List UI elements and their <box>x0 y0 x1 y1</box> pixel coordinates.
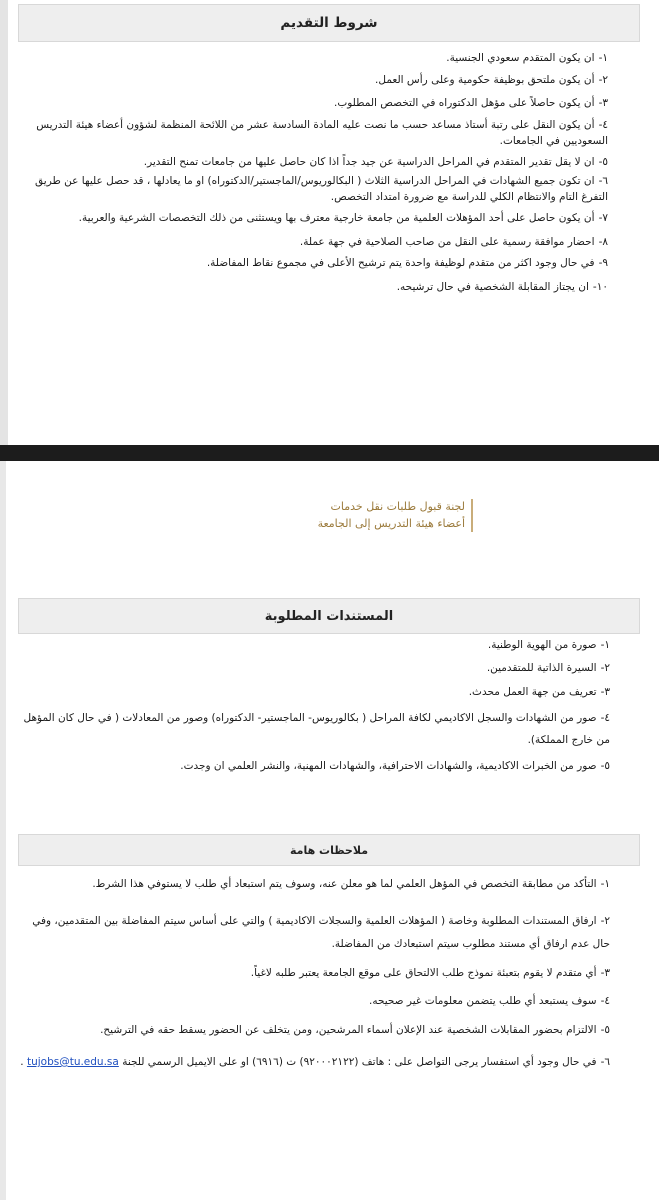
documents-heading: المستندات المطلوبة <box>264 608 394 624</box>
list-item: ٥-الالتزام بحضور المقابلات الشخصية عند الإعلان أسماء المرشحين، ومن يتخلف عن الحضور يسقط حقه في الترشيح. <box>100 1023 610 1036</box>
list-item: ٤-سوف يستبعد أي طلب يتضمن معلومات غير صحيحه. <box>368 994 610 1007</box>
list-item: ٣-تعريف من جهة العمل محدث. <box>468 685 610 698</box>
page-two <box>0 461 659 1200</box>
page-one <box>0 0 659 445</box>
list-item: ١٠-ان يجتاز المقابلة الشخصية في حال ترشيحه. <box>396 280 608 293</box>
list-item: ٢-السيرة الذاتية للمتقدمين. <box>486 662 610 675</box>
list-item: ١-صورة من الهوية الوطنية. <box>487 639 610 651</box>
list-item: ٩-في حال وجود اكثر من متقدم لوظيفة واحدة يتم ترشيح الأعلى في مجموع نقاط المفاضلة. <box>206 256 608 269</box>
conditions-heading: شروط التقديم <box>280 15 378 31</box>
list-item: ٧-أن يكون حاصل على أحد المؤهلات العلمية من جامعة خارجية معترف بها ويستثنى من ذلك التخصصات الشرعية والعربية. <box>78 212 608 225</box>
notes-heading: ملاحظات هامة <box>289 843 369 857</box>
list-item: ٦-في حال وجود أي استفسار يرجى التواصل على : هاتف (٩٢٠٠٠٢١٢٢) ت (٦٩١٦) او على الايميل الرسمي للجنة tujobs@tu.edu.sa . <box>20 1055 610 1068</box>
list-item: ٥-ان لا يقل تقدير المتقدم في المراحل الدراسية عن جيد جداً اذا كان حاصل عليها من جامعات تمنح التقدير. <box>143 156 608 169</box>
conditions-list <box>18 50 608 295</box>
list-item: ٦-ان تكون جميع الشهادات في المراحل الدراسية الثلاث ( البكالوريوس/الماجستير/الدكتوراه) او ما يعادلها ، قد حصل عليها عن طريق التفرغ التام والانتظام الكلي للدراسة مع ضرورة امتداد التخصص. <box>35 174 608 203</box>
committee-title <box>290 499 473 532</box>
committee-line-1: لجنة قبول طلبات نقل خدمات <box>330 500 465 513</box>
list-item: ٤-صور من الشهادات والسجل الاكاديمي لكافة المراحل ( بكالوريوس- الماجستير- الدكتوراه) وصور من المعادلات ( في حال كان المؤهل من خارج المملكة). <box>23 711 610 746</box>
committee-line-2: أعضاء هيئة التدريس إلى الجامعة <box>317 516 465 530</box>
list-item: ٢-أن يكون ملتحق بوظيفة حكومية وعلى رأس العمل. <box>375 74 608 87</box>
list-item: ٣-أي متقدم لا يقوم بتعبئة نموذج طلب الالتحاق على موقع الجامعة يعتبر طلبه لاغياً. <box>250 967 610 980</box>
notes-list <box>18 873 610 1074</box>
contact-email-link[interactable]: tujobs@tu.edu.sa <box>26 1055 119 1068</box>
list-item: ٣-أن يكون حاصلاً على مؤهل الدكتوراه في التخصص المطلوب. <box>334 96 608 109</box>
documents-heading-box <box>18 598 640 634</box>
list-item: ٨-احضار موافقة رسمية على النقل من صاحب الصلاحية في جهة عملة. <box>299 236 608 249</box>
list-item: ١-التأكد من مطابقة التخصص في المؤهل العلمي لما هو معلن عنه، وسوف يتم استبعاد أي طلب لا يستوفي هذا الشرط. <box>92 878 610 890</box>
list-item: ٢-ارفاق المستندات المطلوبة وخاصة ( المؤهلات العلمية والسجلات الاكاديمية ) والتي على أساس سيتم المفاضلة بين المتقدمين، وفي حال عدم ارفاق أي مستند مطلوب سيتم استبعادك من المفاضلة. <box>32 915 610 951</box>
page-separator <box>0 445 659 461</box>
page-edge <box>0 0 8 445</box>
conditions-heading-box <box>18 4 640 42</box>
list-item: ١-ان يكون المتقدم سعودي الجنسية. <box>446 52 608 64</box>
documents-list <box>18 637 610 774</box>
notes-heading-box <box>18 834 640 866</box>
page-edge <box>0 461 6 1200</box>
list-item: ٤-أن يكون النقل على رتبة أستاذ مساعد حسب ما نصت عليه المادة السادسة عشر من اللائحة المنظمة لشؤون أعضاء هيئة التدريس السعوديين في الجامعات. <box>36 118 608 148</box>
list-item: ٥-صور من الخبرات الاكاديمية، والشهادات الاحترافية، والشهادات المهنية، والنشر العلمي ان وجدت. <box>180 759 610 772</box>
